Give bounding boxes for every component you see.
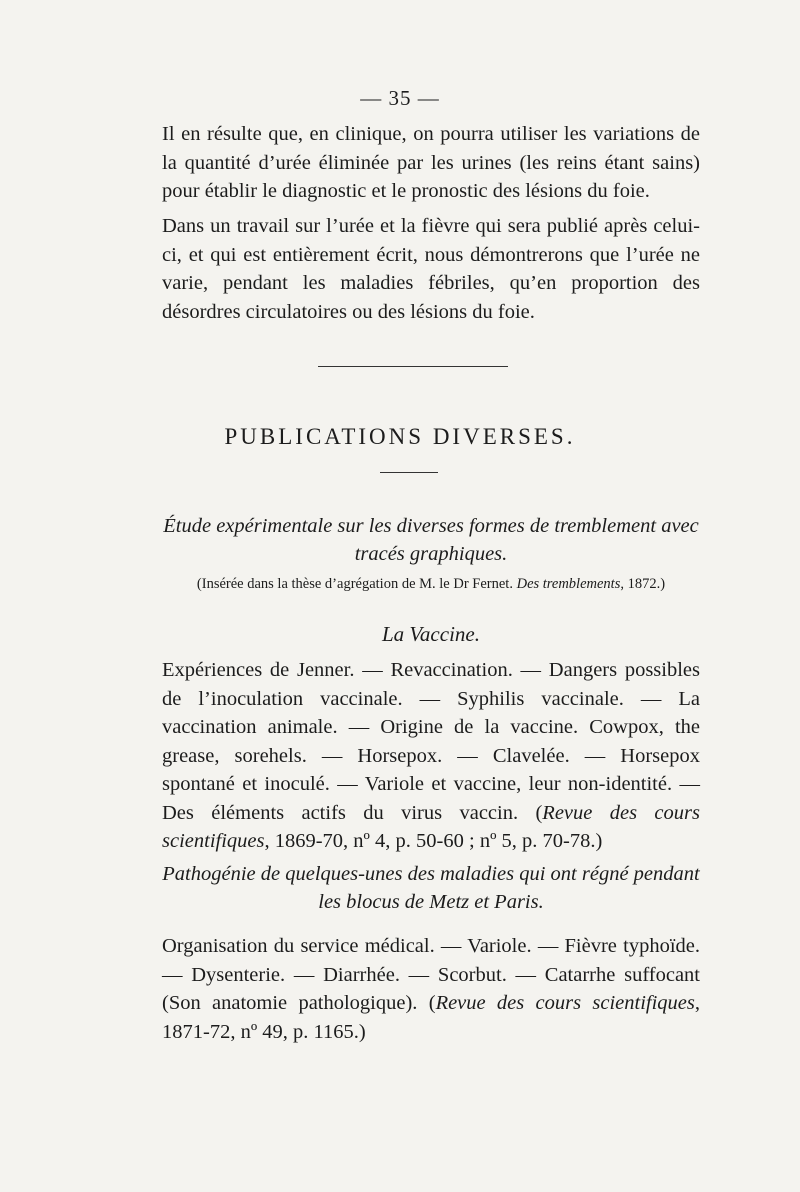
- entry-title-vaccine: La Vaccine.: [382, 622, 480, 646]
- pathogenie-journal: Revue des cours scientifiques: [435, 992, 695, 1014]
- entry-body-vaccine-text: [162, 656, 700, 856]
- note-suffix: , 1872.): [620, 576, 666, 592]
- section-heading: PUBLICATIONS DIVERSES.: [224, 424, 576, 449]
- page-number: — 35 —: [360, 86, 440, 110]
- pathogenie-reference: , 1871-72, nº 49, p. 1165.): [162, 992, 700, 1043]
- vaccine-journal: Revue des cours scientifiques: [162, 801, 700, 852]
- pathogenie-body: Organisation du service médical. — Variole. — Fièvre typhoïde. — Dysenterie. — Diarrhée. — Scorbut. — Catarrhe suffocant (Son anatomie pathologique). (: [162, 935, 700, 1014]
- note-italic: Des tremblements: [516, 576, 621, 592]
- vaccine-reference: , 1869-70, nº 4, p. 50-60 ; nº 5, p. 70-78.): [264, 830, 603, 852]
- intro-paragraph-1: [162, 120, 700, 206]
- intro-paragraph-2: [162, 212, 700, 326]
- intro-paragraph-1-text: Il en résulte que, en clinique, on pourra utiliser les variations de la quantité d’urée éliminée par les urines (les reins étant sains) pour établir le diagnostic et le pronostic des lésions du foie.: [162, 123, 700, 202]
- intro-paragraph-2-text: Dans un travail sur l’urée et la fièvre qui sera publié après celui-ci, et qui est entièrement écrit, nous démontrerons que l’urée ne varie, pendant les maladies fébriles, qu’en proportion des désordres circulatoires ou des lésions du foie.: [162, 215, 700, 323]
- note-prefix: (Insérée dans la thèse d’agrégation de M. le Dr Fernet.: [196, 576, 517, 592]
- entry-body-pathogenie: [162, 932, 700, 1046]
- entry-body-vaccine: [162, 656, 700, 856]
- entry-note-tremblement: [162, 576, 700, 593]
- vaccine-body: Expériences de Jenner. — Revaccination. — Dangers possibles de l’inoculation vaccinale. — Syphilis vaccinale. — La vaccination animale. — Origine de la vaccine. Cowpox, the grease, sorehels. — Horsepox. — Clavelée. — Horsepox spontané et inoculé. — Variole et vaccine, leur non-identité. — Des éléments actifs du virus vaccin. (: [162, 659, 700, 824]
- separator-rule-long: [318, 366, 508, 367]
- entry-body-pathogenie-text: [162, 932, 700, 1046]
- entry-title-pathogenie: Pathogénie de quelques-unes des maladies qui ont régné pendant les blocus de Metz et Paris.: [162, 863, 700, 913]
- entry-title-tremblement: Étude expérimentale sur les diverses formes de tremblement avec tracés graphiques.: [163, 515, 699, 565]
- separator-rule-short: [380, 472, 438, 473]
